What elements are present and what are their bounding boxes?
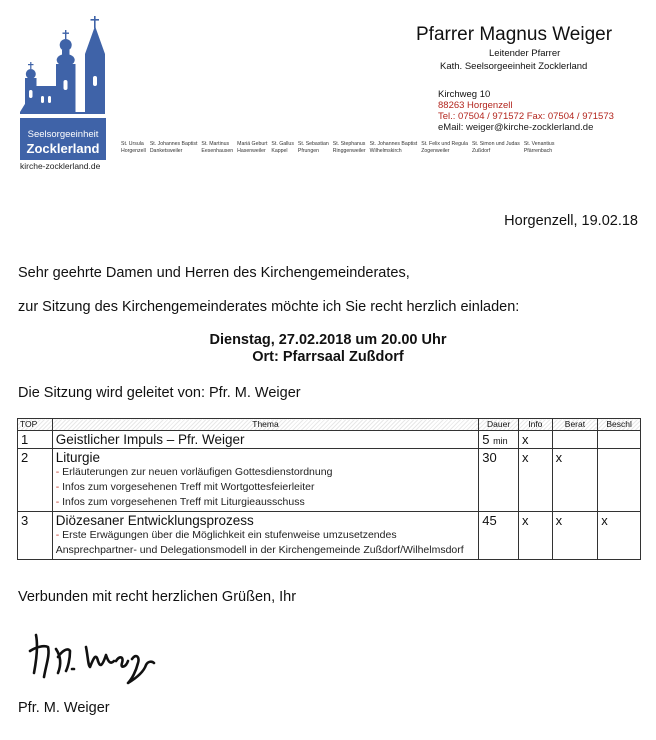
header-info: Info bbox=[519, 419, 553, 431]
agenda-info-mark: x bbox=[519, 512, 553, 560]
closing-text: Verbunden mit recht herzlichen Grüßen, Ihr bbox=[18, 589, 297, 605]
agenda-row bbox=[18, 449, 641, 512]
parish-saint: St. Ursula bbox=[121, 141, 144, 147]
address-city: 88263 Horgenzell bbox=[438, 100, 513, 111]
agenda-subitem-text: Erste Erwägungen über die Möglichkeit ein stufenweise umzusetzendes Ansprechpartner- und Delegationsmodell in der Kirchengemeinde Zußdorf/Wilhelmsdorf bbox=[55, 529, 464, 556]
agenda-header-row bbox=[18, 419, 641, 431]
logo-text-line1: Seelsorgeeinheit bbox=[27, 129, 99, 140]
parish-list bbox=[121, 141, 641, 155]
duration-value: 30 bbox=[482, 450, 497, 465]
meeting-date: Dienstag, 27.02.2018 um 20.00 Uhr bbox=[209, 332, 447, 348]
parish-place: Wilhelmskirch bbox=[369, 148, 402, 154]
agenda-topic bbox=[52, 431, 479, 449]
parish-place: Ringgenweiler bbox=[332, 148, 366, 154]
header-top: TOP bbox=[18, 419, 53, 431]
letter-date: Horgenzell, 19.02.18 bbox=[504, 213, 638, 229]
agenda-subitem-text: Infos zum vorgesehenen Treff mit Wortgottesfeierleiter bbox=[62, 481, 315, 493]
agenda-subitem-text: Infos zum vorgesehenen Treff mit Liturgieausschuss bbox=[62, 496, 305, 508]
parish-place: Danketsweiler bbox=[149, 148, 183, 154]
parish-place: Kappel bbox=[271, 148, 288, 154]
duration-value: 5 bbox=[482, 432, 490, 447]
parish-item bbox=[472, 141, 520, 155]
duration-unit: min bbox=[493, 436, 508, 446]
parish-saint: St. Stephanus bbox=[332, 141, 366, 147]
agenda-row bbox=[18, 431, 641, 449]
parish-item bbox=[298, 141, 329, 155]
agenda-top-number: 3 bbox=[18, 512, 53, 560]
agenda-subitem-text: Erläuterungen zur neuen vorläufigen Gottesdienstordnung bbox=[62, 466, 333, 478]
agenda-subitem: - Infos zum vorgesehenen Treff mit Liturgieausschuss bbox=[55, 496, 305, 508]
salutation: Sehr geehrte Damen und Herren des Kirchengemeinderates, bbox=[18, 265, 410, 281]
address-email[interactable]: eMail: weiger@kirche-zocklerland.de bbox=[438, 122, 594, 133]
parish-item bbox=[524, 141, 555, 155]
parish-item bbox=[333, 141, 366, 155]
logo-url: kirche-zocklerland.de bbox=[20, 161, 101, 171]
parish-saint: St. Martinus bbox=[201, 141, 230, 147]
parish-place: Eesenhausen bbox=[201, 148, 234, 154]
signer-name: Pfr. M. Weiger bbox=[18, 700, 110, 716]
agenda-table bbox=[17, 418, 641, 560]
parish-saint: St. Johannes Baptist bbox=[149, 141, 198, 147]
agenda-subitem: - Erste Erwägungen über die Möglichkeit ein stufenweise umzusetzendes Ansprechpartner- und Delegationsmodell in der Kirchengemeinde Zußdorf/Wilhelmsdorf bbox=[55, 529, 464, 556]
parish-place: Hasenweiler bbox=[237, 148, 266, 154]
agenda-topic bbox=[52, 449, 479, 512]
agenda-beschl-mark bbox=[598, 449, 641, 512]
agenda-berat-mark bbox=[552, 431, 598, 449]
agenda-top-number: 2 bbox=[18, 449, 53, 512]
agenda-topic-title: Diözesaner Entwicklungsprozess bbox=[55, 513, 254, 528]
agenda-topic bbox=[52, 512, 479, 560]
pastor-name: Pfarrer Magnus Weiger bbox=[416, 24, 613, 45]
parish-saint: St. Venantius bbox=[523, 141, 555, 147]
parish-saint: St. Simon und Judas bbox=[471, 141, 520, 147]
parish-item bbox=[150, 141, 198, 155]
meeting-place: Ort: Pfarrsaal Zußdorf bbox=[252, 349, 404, 365]
parish-item bbox=[201, 141, 233, 155]
agenda-beschl-mark: x bbox=[598, 512, 641, 560]
agenda-row bbox=[18, 512, 641, 560]
parish-item bbox=[370, 141, 418, 155]
parish-saint: Mariä Geburt bbox=[237, 141, 268, 147]
agenda-info-mark: x bbox=[519, 449, 553, 512]
logo-text-line2: Zocklerland bbox=[26, 141, 100, 156]
agenda-info-mark: x bbox=[519, 431, 553, 449]
intro-text: zur Sitzung des Kirchengemeinderates möchte ich Sie recht herzlich einladen: bbox=[18, 299, 520, 315]
agenda-subitem: - Infos zum vorgesehenen Treff mit Wortgottesfeierleiter bbox=[55, 481, 315, 493]
agenda-berat-mark: x bbox=[552, 512, 598, 560]
parish-item bbox=[237, 141, 267, 155]
pastor-unit: Kath. Seelsorgeeinheit Zocklerland bbox=[440, 61, 588, 72]
pastor-role: Leitender Pfarrer bbox=[489, 48, 561, 59]
church-logo bbox=[18, 14, 110, 164]
address-phone: Tel.: 07504 / 971572 Fax: 07504 / 971573 bbox=[438, 111, 614, 122]
parish-saint: St. Gallus bbox=[271, 141, 294, 147]
header-duration: Dauer bbox=[479, 419, 519, 431]
handwritten-signature bbox=[28, 627, 168, 685]
parish-item bbox=[121, 141, 146, 155]
parish-place: Zußdorf bbox=[471, 148, 491, 154]
parish-saint: St. Johannes Baptist bbox=[369, 141, 418, 147]
parish-saint: St. Sebastian bbox=[297, 141, 329, 147]
agenda-subitem: - Erläuterungen zur neuen vorläufigen Gottesdienstordnung bbox=[55, 466, 333, 478]
address-street: Kirchweg 10 bbox=[438, 89, 491, 100]
header-berat: Berat bbox=[552, 419, 598, 431]
parish-item bbox=[271, 141, 294, 155]
parish-place: Pfrungen bbox=[297, 148, 319, 154]
parish-item bbox=[421, 141, 468, 155]
agenda-duration bbox=[479, 512, 519, 560]
header-topic: Thema bbox=[52, 419, 479, 431]
led-by: Die Sitzung wird geleitet von: Pfr. M. Weiger bbox=[18, 385, 301, 401]
agenda-beschl-mark bbox=[598, 431, 641, 449]
agenda-duration bbox=[479, 431, 519, 449]
agenda-top-number: 1 bbox=[18, 431, 53, 449]
agenda-berat-mark: x bbox=[552, 449, 598, 512]
parish-place: Horgenzell bbox=[121, 148, 146, 154]
duration-value: 45 bbox=[482, 513, 497, 528]
agenda-duration bbox=[479, 449, 519, 512]
header-beschl: Beschl bbox=[598, 419, 641, 431]
parish-saint: St. Felix und Regula bbox=[421, 141, 468, 147]
parish-place: Pfärrenbach bbox=[523, 148, 553, 154]
agenda-topic-title: Geistlicher Impuls – Pfr. Weiger bbox=[55, 432, 245, 447]
parish-place: Zogenweiler bbox=[421, 148, 450, 154]
agenda-topic-title: Liturgie bbox=[55, 450, 100, 465]
